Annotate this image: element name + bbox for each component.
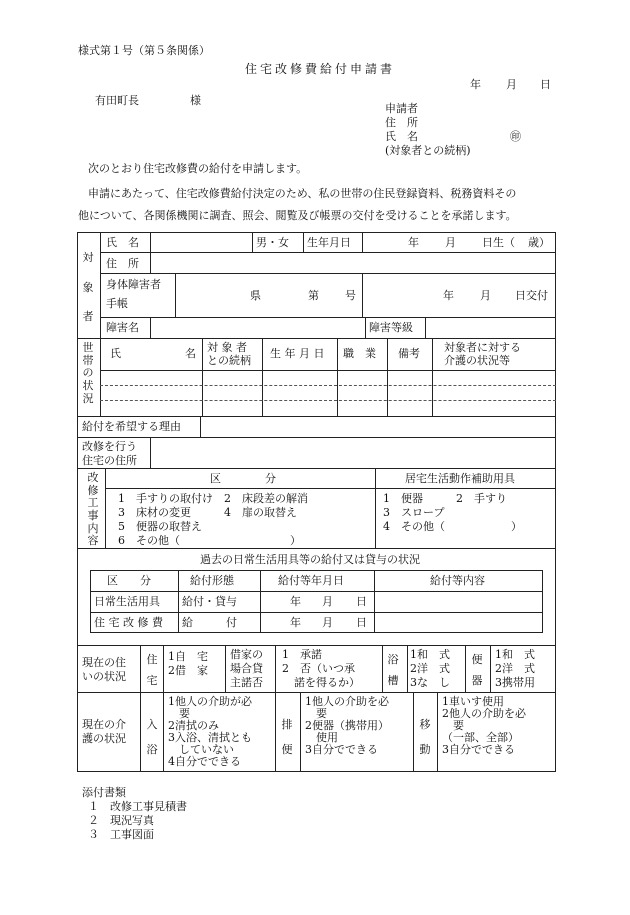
renovation-address-label-2: 住宅の住所 (82, 454, 137, 467)
past-row-1-category: 日常生活用具 (94, 595, 160, 608)
past-header-form: 給付形態 (190, 574, 234, 587)
birth-day: 日生（ (482, 236, 515, 249)
subject-group-label: 対象者 (82, 251, 94, 324)
reason-label: 給付を希望する理由 (82, 420, 181, 433)
birth-date-label: 生年月日 (307, 236, 351, 249)
housing-label-1: 現在の住 (82, 656, 126, 669)
work-item-3: 5 便器の取替え (118, 520, 202, 533)
past-row-1-day: 日 (356, 595, 367, 608)
excretion-opt-5: 3自分でできる (305, 743, 378, 756)
issued-day: 日交付 (515, 289, 548, 302)
mobility-opt-1: 1車いす使用 (442, 695, 504, 708)
date-year: 年 (470, 78, 481, 91)
date-month: 月 (506, 78, 517, 91)
attachments-title: 添付書類 (82, 786, 126, 799)
bathing-opt-2: 要 (168, 707, 190, 720)
excretion-opt-2: 要 (305, 707, 327, 720)
housing-label-2: いの状況 (82, 670, 126, 683)
toilet-label: 便器 (471, 653, 483, 687)
disability-grade-label: 障害等級 (369, 321, 413, 334)
intro-text: 次のとおり住宅改修費の給付を申請します。 (88, 162, 308, 175)
age-unit: 歳） (528, 236, 550, 249)
excretion-opt-3: 2便器（携帯用） (305, 719, 389, 732)
landlord-consent-opt-3: 諾を得るか） (294, 676, 360, 689)
bathing-opt-6: 4自分でできる (168, 755, 241, 768)
aid-item-2: 3 スロープ (383, 506, 445, 519)
past-row-2-month: 月 (322, 616, 333, 629)
work-item-1: 1 手すりの取付け 2 床段差の解消 (118, 492, 308, 505)
attachment-item-3: ３ 工事図面 (88, 828, 154, 841)
form-number: 様式第１号（第５条関係） (78, 44, 210, 57)
household-group-label: 世帯の状況 (82, 341, 94, 405)
renovation-address-label-1: 改修を行う (82, 440, 137, 453)
past-row-1-month: 月 (322, 595, 333, 608)
landlord-consent-opt-2: 2 否（いつ承 (282, 662, 355, 675)
bathtub-opt-1: 1和 式 (410, 648, 450, 661)
landlord-consent-opt-1: 1 承諾 (282, 648, 322, 661)
aid-item-1: 1 便器 2 手すり (383, 492, 507, 505)
mobility-opt-5: 3自分でできる (442, 743, 515, 756)
attachment-item-2: ２ 現況写真 (88, 814, 154, 827)
past-benefit-title: 過去の日常生活用具等の給付又は貸与の状況 (200, 553, 420, 566)
birth-month: 月 (445, 236, 456, 249)
household-col-relation-2: との続柄 (207, 354, 251, 367)
page-title: 住宅改修費給付申請書 (245, 62, 396, 76)
mobility-opt-3: 要 (442, 719, 464, 732)
consent-line-1: 申請にあたって、住宅改修費給付決定のため、私の世帯の住民登録資料、税務資料その (88, 187, 517, 200)
toilet-opt-2: 2洋 式 (495, 662, 535, 675)
bathing-opt-4: 3入浴、清拭とも (168, 731, 252, 744)
disability-name-label: 障害名 (106, 321, 139, 334)
mobility-label: 移動 (419, 718, 431, 757)
excretion-opt-4: 使用 (305, 731, 338, 744)
past-header-date: 給付等年月日 (278, 574, 344, 587)
care-label-1: 現在の介 (82, 718, 126, 731)
subject-address-label: 住 所 (106, 257, 139, 270)
house-opt-1: 1自 宅 (168, 650, 208, 663)
care-label-2: 護の状況 (82, 732, 126, 745)
work-item-4: 6 その他（ ） (118, 534, 301, 547)
bathing-opt-1: 1他人の介助が必 (168, 695, 252, 708)
rental-label-1: 借家の (230, 648, 263, 661)
excretion-opt-1: 1他人の介助を必 (305, 695, 389, 708)
subject-name-label: 氏 名 (106, 236, 139, 249)
addressee: 有田町長 (95, 94, 139, 107)
work-group-label: 改修工事内容 (87, 471, 99, 548)
past-header-category: 区 分 (107, 574, 151, 587)
household-col-birth: 生 年 月 日 (270, 347, 325, 360)
applicant-label: 申請者 (385, 102, 418, 115)
aid-item-3: 4 その他（ ） (383, 520, 522, 533)
handbook-number-suffix: 号 (345, 289, 356, 302)
bathtub-label: 浴槽 (387, 653, 399, 687)
seal-mark: ㊞ (510, 130, 521, 143)
bathing-label: 入浴 (146, 718, 158, 757)
bathing-opt-3: 2清拭のみ (168, 719, 219, 732)
bathtub-opt-3: 3な し (410, 676, 450, 689)
applicant-name-label: 氏 名 (385, 130, 418, 143)
past-row-2-category: 住 宅 改 修 費 (94, 616, 163, 629)
issued-year: 年 (443, 289, 454, 302)
house-type-label: 住宅 (146, 653, 158, 687)
household-col-name-r: 名 (185, 347, 196, 360)
disability-handbook-label-2: 手帳 (106, 297, 128, 310)
past-row-1-year: 年 (290, 595, 301, 608)
date-day: 日 (540, 78, 551, 91)
prefecture-label: 県 (250, 289, 261, 302)
work-header-aid: 居宅生活動作補助用具 (405, 472, 515, 485)
disability-handbook-label-1: 身体障害者 (106, 278, 161, 291)
household-col-job: 職 業 (343, 347, 376, 360)
relation-label: (対象者との続柄) (385, 144, 471, 157)
attachment-item-1: １ 改修工事見積書 (88, 800, 187, 813)
birth-year: 年 (408, 236, 419, 249)
household-col-relation-1: 対 象 者 (207, 341, 247, 354)
work-header-category: 区 分 (210, 472, 276, 485)
household-col-note: 備考 (398, 347, 420, 360)
house-opt-2: 2借 家 (168, 664, 208, 677)
past-row-2-year: 年 (290, 616, 301, 629)
toilet-opt-3: 3携帯用 (495, 676, 535, 689)
toilet-opt-1: 1和 式 (495, 648, 535, 661)
bathing-opt-5: していない (168, 743, 234, 756)
past-row-2-day: 日 (356, 616, 367, 629)
work-item-2: 3 床材の変更 4 扉の取替え (118, 506, 297, 519)
handbook-number-prefix: 第 (308, 289, 319, 302)
applicant-address-label: 住 所 (385, 116, 418, 129)
mobility-opt-4: （一部、全部） (442, 731, 519, 744)
issued-month: 月 (480, 289, 491, 302)
excretion-label: 排便 (281, 718, 293, 757)
gender-select[interactable]: 男・女 (256, 236, 289, 249)
household-col-care-1: 対象者に対する (444, 341, 521, 354)
past-header-content: 給付等内容 (430, 574, 485, 587)
bathtub-opt-2: 2洋 式 (410, 662, 450, 675)
honorific: 様 (190, 94, 201, 107)
consent-line-2: 他について、各関係機関に調査、照会、閲覧及び帳票の交付を受けることを承諾します。 (78, 209, 517, 222)
household-col-care-2: 介護の状況等 (444, 354, 510, 367)
mobility-opt-2: 2他人の介助を必 (442, 707, 526, 720)
past-row-2-form: 給 付 (182, 616, 237, 629)
past-row-1-form: 給付・貸与 (182, 595, 237, 608)
rental-label-2: 場合貸 (230, 662, 263, 675)
household-col-name-l: 氏 (110, 347, 121, 360)
rental-label-3: 主諾否 (230, 676, 263, 689)
